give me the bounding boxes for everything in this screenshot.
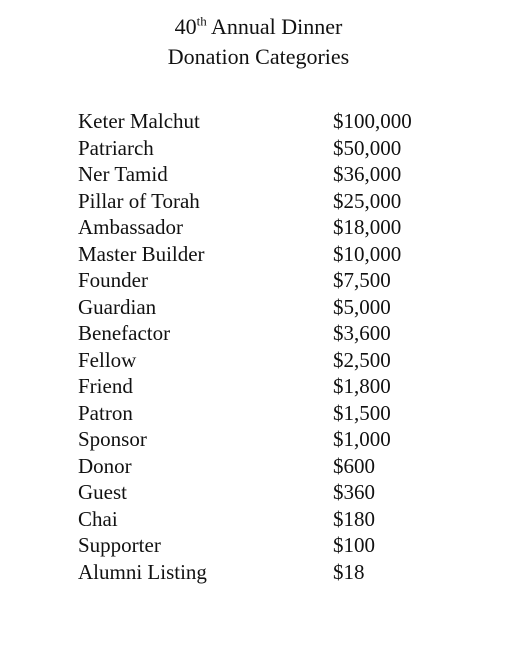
category-amount: $36,000 <box>333 162 402 186</box>
category-row <box>78 479 478 506</box>
category-row <box>78 320 478 347</box>
category-amount: $18 <box>333 559 365 584</box>
category-row <box>78 241 478 268</box>
event-title-text: Annual Dinner <box>206 14 343 39</box>
category-row <box>78 294 478 321</box>
category-amount: $3,600 <box>333 321 391 345</box>
category-row <box>78 559 478 586</box>
category-amount: $5,000 <box>333 294 391 319</box>
category-name: Fellow <box>78 347 137 372</box>
category-row <box>78 214 478 241</box>
event-ordinal-suffix: th <box>196 13 207 29</box>
category-name: Keter Malchut <box>78 109 200 133</box>
category-amount: $50,000 <box>333 135 402 160</box>
donation-category-list <box>78 108 478 585</box>
category-amount: $1,500 <box>333 400 391 425</box>
category-row <box>78 347 478 374</box>
category-row <box>78 506 478 533</box>
category-name: Chai <box>78 506 118 531</box>
category-name: Sponsor <box>78 427 147 451</box>
category-amount: $1,800 <box>333 374 391 398</box>
category-row <box>78 532 478 559</box>
category-amount: $1,000 <box>333 427 391 451</box>
category-row <box>78 108 478 135</box>
category-name: Ambassador <box>78 215 183 239</box>
category-row <box>78 135 478 162</box>
category-name: Donor <box>78 453 132 478</box>
category-amount: $360 <box>333 480 375 504</box>
event-ordinal-number: 40 <box>174 14 197 39</box>
category-name: Guest <box>78 480 127 504</box>
category-amount: $100 <box>333 533 375 557</box>
category-name: Ner Tamid <box>78 162 168 186</box>
category-name: Alumni Listing <box>78 559 207 584</box>
category-amount: $600 <box>333 453 375 478</box>
category-name: Benefactor <box>78 321 171 345</box>
event-title <box>0 12 517 42</box>
category-amount: $18,000 <box>333 215 402 239</box>
category-name: Patriarch <box>78 135 154 160</box>
category-name: Supporter <box>78 533 161 557</box>
category-row <box>78 373 478 400</box>
category-row <box>78 188 478 215</box>
category-row <box>78 453 478 480</box>
category-name: Guardian <box>78 294 157 319</box>
category-amount: $7,500 <box>333 268 391 292</box>
category-name: Friend <box>78 374 133 398</box>
document-subtitle: Donation Categories <box>167 44 350 69</box>
category-row <box>78 400 478 427</box>
category-amount: $180 <box>333 506 375 531</box>
category-name: Master Builder <box>78 241 205 266</box>
category-name: Pillar of Torah <box>78 188 200 213</box>
category-amount: $25,000 <box>333 188 402 213</box>
category-amount: $100,000 <box>333 109 412 133</box>
category-row <box>78 267 478 294</box>
category-amount: $2,500 <box>333 347 391 372</box>
category-row <box>78 161 478 188</box>
category-name: Founder <box>78 268 148 292</box>
category-name: Patron <box>78 400 133 425</box>
document-header <box>0 12 517 72</box>
category-row <box>78 426 478 453</box>
category-amount: $10,000 <box>333 241 402 266</box>
